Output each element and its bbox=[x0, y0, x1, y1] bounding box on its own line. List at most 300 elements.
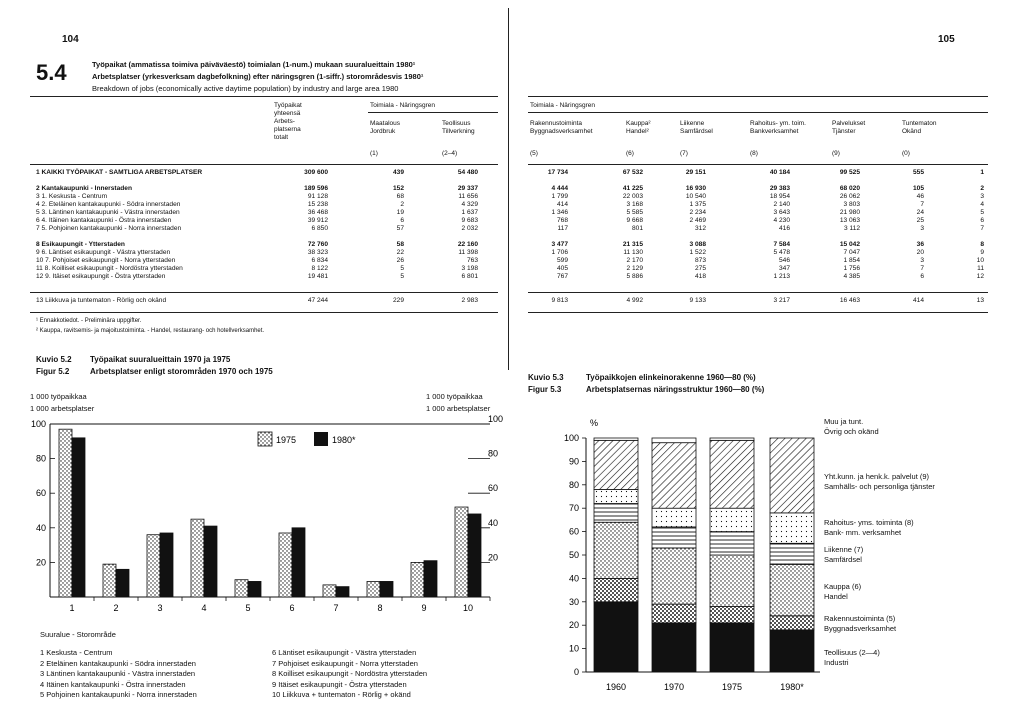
fig52-legend-item: 4 Itäinen kantakaupunki - Östra innerstaden bbox=[40, 679, 186, 689]
fig52-unit-left-fi: 1 000 työpaikkaa bbox=[30, 392, 87, 401]
table-cell: 41 225 bbox=[622, 185, 643, 192]
fig53-segment bbox=[594, 504, 638, 523]
table-cell: 4 385 bbox=[843, 273, 860, 280]
fig53-segment bbox=[710, 555, 754, 606]
fig53-title-sv: Arbetsplatsernas näringsstruktur 1960—80 (%) bbox=[586, 385, 765, 394]
table-cell: 15 238 bbox=[307, 201, 328, 208]
fig52-legend-item: 10 Liikkuva + tuntematon - Rörlig + okänd bbox=[272, 690, 411, 699]
table-cell: 22 003 bbox=[622, 193, 643, 200]
table-cell: 8 bbox=[980, 241, 984, 248]
header-col9: Palvelukset Tjänster bbox=[832, 120, 866, 135]
header-total: Työpaikat yhteensä Arbets- platserna totalt bbox=[274, 102, 302, 141]
table-cell: 72 760 bbox=[307, 241, 328, 248]
table-row-label: 11 8. Koilliset esikaupungit - Nordöstra ytterstaden bbox=[36, 265, 183, 272]
table-cell: 414 bbox=[912, 297, 924, 304]
table-cell: 11 398 bbox=[458, 249, 478, 256]
table-cell: 405 bbox=[556, 265, 568, 272]
fig52-xtick-label: 9 bbox=[421, 603, 427, 613]
table-cell: 24 bbox=[916, 209, 924, 216]
fig52-title-fi: Työpaikat suuralueittain 1970 ja 1975 bbox=[90, 355, 231, 364]
header-col1: Maatalous Jordbruk bbox=[370, 120, 400, 135]
table-cell: 9 813 bbox=[551, 297, 568, 304]
fig53-segment bbox=[652, 443, 696, 509]
table-cell: 3 bbox=[980, 193, 984, 200]
table-cell: 229 bbox=[392, 297, 404, 304]
fig53-label-text: Samhälls- och personliga tjänster bbox=[824, 482, 935, 491]
table-row-label: 12 9. Itäiset esikaupungit - Östra ytterstaden bbox=[36, 273, 166, 280]
fig53-segment bbox=[770, 630, 814, 672]
legend-swatch-1975 bbox=[258, 432, 272, 446]
fig52-bar-1980 bbox=[204, 526, 217, 597]
fig52-bar-1980 bbox=[292, 528, 305, 597]
fig52-ytick-label-right: 80 bbox=[488, 448, 499, 459]
table-cell: 189 596 bbox=[304, 185, 328, 192]
table-cell: 2 032 bbox=[461, 225, 478, 232]
fig52-bar-1980 bbox=[116, 569, 129, 597]
fig53-label-text: Yht.kunn. ja henk.k. palvelut (9) bbox=[824, 472, 930, 481]
table-cell: 21 980 bbox=[839, 209, 860, 216]
table-bottom-rule bbox=[30, 292, 498, 293]
table-cell: 9 683 bbox=[461, 217, 478, 224]
fig53-segment bbox=[710, 440, 754, 508]
table-cell: 4 230 bbox=[773, 217, 790, 224]
fig52-bar-1980 bbox=[248, 581, 261, 597]
fig52-label-sv: Figur 5.2 bbox=[36, 367, 70, 376]
fig53-label-industry bbox=[824, 648, 880, 668]
table-row-label: 2 Kantakaupunki - Innerstaden bbox=[36, 185, 132, 192]
table-cell: 768 bbox=[556, 217, 568, 224]
table-cell: 275 bbox=[694, 265, 706, 272]
header-group-right: Toimiala - Näringsgren bbox=[530, 102, 596, 109]
header-col7-code: (7) bbox=[680, 150, 688, 157]
fig53-segment bbox=[594, 440, 638, 489]
fig53-segment bbox=[594, 489, 638, 503]
table-cell: 1 706 bbox=[551, 249, 568, 256]
fig53-label-text: Kauppa (6) bbox=[824, 582, 862, 591]
fig53-label-text: Industri bbox=[824, 658, 849, 667]
fig53-xtick-label: 1980* bbox=[780, 682, 804, 692]
table-cell: 68 020 bbox=[839, 185, 860, 192]
table-row-label: 8 Esikaupungit - Ytterstaden bbox=[36, 241, 125, 248]
fig53-ytick-label: 70 bbox=[568, 503, 579, 514]
table-cell: 763 bbox=[466, 257, 478, 264]
table-cell: 13 bbox=[976, 297, 984, 304]
table-cell: 117 bbox=[557, 225, 568, 232]
fig52-xtick-label: 2 bbox=[113, 603, 119, 613]
table-cell: 19 bbox=[396, 209, 404, 216]
fig53-segment bbox=[770, 543, 814, 564]
table-cell: 309 600 bbox=[304, 169, 328, 176]
header-col5: Rakennustoiminta Byggnadsverksamhet bbox=[530, 120, 593, 135]
table-cell: 7 bbox=[920, 265, 924, 272]
fig53-label-finance bbox=[824, 518, 914, 538]
fig53-label-text: Övrig och okänd bbox=[824, 427, 879, 436]
fig52-legend-item: 2 Eteläinen kantakaupunki - Södra innerstaden bbox=[40, 658, 196, 668]
fig52-bar-1980 bbox=[424, 561, 437, 597]
table-header-rule bbox=[30, 164, 498, 165]
fig53-title-fi: Työpaikkojen elinkeinorakenne 1960—80 (%) bbox=[586, 373, 756, 382]
fig52-bar-1980 bbox=[336, 587, 349, 597]
table-cell: 1 522 bbox=[689, 249, 706, 256]
fig52-xtick-label: 8 bbox=[377, 603, 383, 613]
header-col0-code: (0) bbox=[902, 150, 910, 157]
fig53-ytick-label: 30 bbox=[568, 596, 579, 607]
table-cell: 6 801 bbox=[461, 273, 478, 280]
table-cell: 13 063 bbox=[839, 217, 860, 224]
fig52-legend-right bbox=[272, 648, 427, 701]
fig53-label-text: Byggnadsverksamhet bbox=[824, 624, 897, 633]
header-col6-code: (6) bbox=[626, 150, 634, 157]
page-spine bbox=[508, 8, 509, 370]
table-cell: 4 329 bbox=[461, 201, 478, 208]
table-cell: 67 532 bbox=[622, 169, 643, 176]
table-cell: 414 bbox=[556, 201, 568, 208]
table-cell: 10 540 bbox=[685, 193, 706, 200]
fig53-label-transport bbox=[824, 545, 863, 565]
table-cell: 36 bbox=[916, 241, 924, 248]
fig52-ytick-label: 80 bbox=[35, 453, 46, 464]
table-cell: 1 799 bbox=[551, 193, 568, 200]
table-row-label: 5 3. Läntinen kantakaupunki - Västra innerstaden bbox=[36, 209, 180, 216]
fig53-label-text: Samfärdsel bbox=[824, 555, 862, 564]
fig52-ytick-label: 40 bbox=[35, 522, 46, 533]
fig52-bar-1975 bbox=[411, 562, 424, 597]
table-cell: 38 323 bbox=[307, 249, 328, 256]
fig52-xtick-label: 7 bbox=[333, 603, 339, 613]
table-cell: 7 047 bbox=[843, 249, 860, 256]
table-cell: 12 bbox=[976, 273, 984, 280]
fig53-segment bbox=[652, 527, 696, 548]
fig53-ytick-label: 100 bbox=[563, 433, 579, 443]
table-cell: 3 168 bbox=[626, 201, 643, 208]
table-cell: 68 bbox=[396, 193, 404, 200]
table-number: 5.4 bbox=[36, 60, 67, 85]
table-title-sv: Arbetsplatser (yrkesverksam dagbefolkning) efter näringsgren (1-siffr.) storområdesvis 1980¹ bbox=[92, 72, 424, 81]
fig53-xtick-label: 1960 bbox=[605, 682, 627, 692]
fig52-legend-item: 9 Itäiset esikaupungit - Östra ytterstaden bbox=[272, 679, 407, 689]
fig53-segment bbox=[594, 438, 638, 440]
table-cell: 801 bbox=[631, 225, 643, 232]
table-cell: 439 bbox=[392, 169, 404, 176]
table-cell: 25 bbox=[916, 217, 924, 224]
table-cell: 3 217 bbox=[773, 297, 790, 304]
fig52-bars bbox=[59, 429, 481, 597]
fig53-segment bbox=[594, 602, 638, 672]
table-bottom-rule-right bbox=[528, 292, 988, 293]
table-row-label: 1 KAIKKI TYÖPAIKAT - SAMTLIGA ARBETSPLATSER bbox=[36, 169, 203, 176]
fig53-chart bbox=[530, 410, 830, 700]
fig52-bar-1975 bbox=[367, 581, 380, 597]
legend-label-1980: 1980* bbox=[332, 435, 356, 445]
fig53-segment bbox=[770, 438, 814, 513]
group-rule-left bbox=[368, 112, 498, 113]
table-row-label: 4 2. Eteläinen kantakaupunki - Södra innerstaden bbox=[36, 201, 181, 208]
fig52-bar-1975 bbox=[147, 535, 160, 597]
table-cell: 555 bbox=[912, 169, 924, 176]
table-cell: 26 bbox=[396, 257, 404, 264]
table-cell: 46 bbox=[916, 193, 924, 200]
fig53-label-other bbox=[824, 417, 879, 437]
table-cell: 11 bbox=[977, 265, 984, 272]
fig53-segment bbox=[652, 604, 696, 623]
fig53-percent-label: % bbox=[590, 418, 599, 428]
table-cell: 91 128 bbox=[307, 193, 328, 200]
fig53-segment bbox=[710, 532, 754, 555]
table-cell: 1 375 bbox=[689, 201, 706, 208]
table-cell: 20 bbox=[916, 249, 924, 256]
fig52-xtick-label: 1 bbox=[69, 603, 75, 613]
fig53-label-services bbox=[824, 472, 935, 492]
table-cell: 54 480 bbox=[457, 169, 478, 176]
table-cell: 8 122 bbox=[311, 265, 328, 272]
table-cell: 1 346 bbox=[551, 209, 568, 216]
table-cell: 418 bbox=[694, 273, 706, 280]
table-cell: 26 062 bbox=[839, 193, 860, 200]
header-col6: Kauppa² Handel² bbox=[626, 120, 651, 135]
table-cell: 11 656 bbox=[458, 193, 478, 200]
table-cell: 2 469 bbox=[689, 217, 706, 224]
table-cell: 3 088 bbox=[689, 241, 706, 248]
fig53-ytick-label: 50 bbox=[568, 550, 579, 560]
fig53-segment bbox=[710, 623, 754, 672]
fig53-ytick-label: 80 bbox=[568, 479, 579, 490]
table-cell: 22 bbox=[396, 249, 404, 256]
table-cell: 21 315 bbox=[622, 241, 643, 248]
table-cell: 5 bbox=[400, 265, 404, 272]
table-cell: 6 bbox=[400, 217, 404, 224]
legend-swatch-1980 bbox=[314, 432, 328, 446]
table-cell: 5 585 bbox=[626, 209, 643, 216]
fig52-legend-left bbox=[40, 648, 197, 701]
table-cell: 99 525 bbox=[839, 169, 860, 176]
table-cell: 9 668 bbox=[626, 217, 643, 224]
header-col9-code: (9) bbox=[832, 150, 840, 157]
table-cell: 3 803 bbox=[843, 201, 860, 208]
table-header-rule-right bbox=[528, 164, 988, 165]
fig52-legend-item: 8 Koilliset esikaupungit - Nordöstra ytterstaden bbox=[272, 669, 428, 678]
fig52-unit-right-sv: 1 000 arbetsplatser bbox=[426, 404, 491, 413]
table-cell: 2 140 bbox=[773, 201, 790, 208]
fig52-legend-item: 3 Läntinen kantakaupunki - Västra innerstaden bbox=[40, 669, 196, 678]
fig53-label-text: Rahoitus- yms. toiminta (8) bbox=[824, 518, 914, 527]
fig53-xtick-label: 1975 bbox=[721, 682, 743, 692]
table-cell: 9 bbox=[980, 249, 984, 256]
fig52-legend-item: 1 Keskusta - Centrum bbox=[40, 648, 113, 657]
table-end-rule-right bbox=[528, 312, 988, 313]
fig53-segment bbox=[594, 522, 638, 578]
table-cell: 3 643 bbox=[773, 209, 790, 216]
table-cell: 22 160 bbox=[457, 241, 478, 248]
fig52-ytick-label: 20 bbox=[35, 557, 46, 568]
fig52-chart bbox=[20, 412, 510, 627]
table-cell: 599 bbox=[556, 257, 568, 264]
table-row-label: 10 7. Pohjoiset esikaupungit - Norra ytterstaden bbox=[36, 257, 176, 264]
fig53-segment bbox=[594, 578, 638, 601]
fig53-label-trade bbox=[824, 582, 861, 602]
fig53-xtick-label: 1970 bbox=[663, 682, 685, 692]
fig53-label-construction bbox=[824, 614, 896, 634]
header-col8: Rahoitus- ym. toim. Bankverksamhet bbox=[750, 120, 806, 135]
fig52-bar-1975 bbox=[103, 564, 116, 597]
table-row-label: 9 6. Läntiset esikaupungit - Västra ytterstaden bbox=[36, 249, 171, 256]
fig52-bar-1975 bbox=[455, 507, 468, 597]
table-cell: 2 bbox=[400, 201, 404, 208]
table-cell: 4 444 bbox=[551, 185, 568, 192]
table-cell: 57 bbox=[396, 225, 404, 232]
fig52-xtick-label: 10 bbox=[462, 603, 474, 613]
header-col5-code: (5) bbox=[530, 150, 538, 157]
table-top-rule bbox=[30, 96, 498, 97]
table-cell: 6 834 bbox=[311, 257, 328, 264]
table-cell: 3 477 bbox=[551, 241, 568, 248]
fig53-label-text: Muu ja tunt. bbox=[824, 417, 864, 426]
table-cell: 29 383 bbox=[769, 185, 790, 192]
table-cell: 7 bbox=[920, 201, 924, 208]
table-cell: 47 244 bbox=[307, 297, 328, 304]
header-col0: Tuntematon Okänd bbox=[902, 120, 937, 135]
fig52-bar-1975 bbox=[279, 533, 292, 597]
fig52-bar-1975 bbox=[323, 585, 336, 597]
table-cell: 1 756 bbox=[843, 265, 860, 272]
table-end-rule bbox=[30, 312, 498, 313]
fig52-ytick-label-right: 60 bbox=[488, 483, 499, 494]
table-cell: 5 478 bbox=[773, 249, 790, 256]
table-cell: 3 198 bbox=[461, 265, 478, 272]
table-cell: 39 912 bbox=[307, 217, 328, 224]
table-cell: 17 734 bbox=[547, 169, 568, 176]
fig52-ytick-label-right: 20 bbox=[488, 552, 499, 563]
table-cell: 16 463 bbox=[839, 297, 860, 304]
table-row-label: 3 1. Keskusta - Centrum bbox=[36, 193, 108, 200]
table-cell: 312 bbox=[694, 225, 706, 232]
fig53-ytick-label: 90 bbox=[568, 456, 579, 467]
fig53-ytick-label: 0 bbox=[573, 667, 579, 677]
table-cell: 767 bbox=[556, 273, 568, 280]
fig52-bar-1975 bbox=[59, 429, 72, 597]
table-cell: 4 992 bbox=[626, 297, 643, 304]
fig53-ytick-label: 60 bbox=[568, 526, 579, 537]
fig52-ytick-label: 100 bbox=[30, 419, 46, 429]
fig53-segment bbox=[770, 616, 814, 630]
fig53-segment bbox=[710, 606, 754, 622]
fig53-label-text: Teollisuus (2—4) bbox=[824, 648, 880, 657]
table-cell: 1 854 bbox=[843, 257, 860, 264]
table-cell: 36 468 bbox=[307, 209, 328, 216]
table-cell: 2 170 bbox=[626, 257, 643, 264]
table-cell: 3 112 bbox=[843, 225, 860, 232]
table-cell: 2 983 bbox=[461, 297, 478, 304]
table-cell: 2 bbox=[980, 185, 984, 192]
fig52-unit-right-fi: 1 000 työpaikkaa bbox=[426, 392, 483, 401]
fig52-ytick-label-right: 100 bbox=[488, 414, 504, 424]
header-col8-code: (8) bbox=[750, 150, 758, 157]
table-cell: 1 637 bbox=[461, 209, 478, 216]
fig52-bar-1975 bbox=[191, 519, 204, 597]
table-title-en: Breakdown of jobs (economically active daytime population) by industry and large area 1980 bbox=[92, 84, 399, 93]
fig52-unit-left-sv: 1 000 arbetsplatser bbox=[30, 404, 95, 413]
page-number-left: 104 bbox=[62, 34, 79, 45]
table-cell: 5 886 bbox=[626, 273, 643, 280]
table-cell: 416 bbox=[778, 225, 790, 232]
footnote-1: ¹ Ennakkotiedot. - Preliminära uppgifter. bbox=[36, 318, 142, 324]
table-row-label: 13 Liikkuva ja tuntematon - Rörlig och okänd bbox=[36, 297, 167, 304]
header-col2: Teollisuus Tillverkning bbox=[442, 120, 475, 135]
fig53-label-text: Handel bbox=[824, 592, 848, 601]
table-cell: 29 151 bbox=[685, 169, 706, 176]
fig53-segment bbox=[770, 564, 814, 615]
table-cell: 18 954 bbox=[769, 193, 790, 200]
table-cell: 3 bbox=[920, 225, 924, 232]
table-cell: 58 bbox=[396, 241, 404, 248]
header-col2-code: (2–4) bbox=[442, 150, 458, 157]
fig53-label-text: Rakennustoiminta (5) bbox=[824, 614, 896, 623]
table-cell: 105 bbox=[912, 185, 924, 192]
table-cell: 6 bbox=[920, 273, 924, 280]
fig53-ytick-label: 20 bbox=[568, 620, 579, 631]
fig52-bar-1980 bbox=[380, 581, 393, 597]
fig53-label-text: Bank- mm. verksamhet bbox=[824, 528, 902, 537]
table-cell: 5 bbox=[400, 273, 404, 280]
fig53-bars bbox=[594, 438, 814, 672]
table-cell: 546 bbox=[778, 257, 790, 264]
table-row-label: 6 4. Itäinen kantakaupunki - Östra innerstaden bbox=[36, 217, 172, 224]
table-cell: 16 930 bbox=[685, 185, 706, 192]
table-cell: 11 130 bbox=[623, 249, 643, 256]
fig52-legend bbox=[258, 432, 356, 446]
table-cell: 2 129 bbox=[626, 265, 643, 272]
table-title-fi: Työpaikat (ammatissa toimiva päiväväestö) toimialan (1-num.) mukaan suuralueittain 1980¹ bbox=[92, 60, 416, 69]
page-number-right: 105 bbox=[938, 34, 955, 45]
fig52-ytick-label-right: 40 bbox=[488, 517, 499, 528]
fig52-legend-item: 7 Pohjoiset esikaupungit - Norra ytterstaden bbox=[272, 658, 418, 668]
header-col1-code: (1) bbox=[370, 150, 378, 157]
fig53-segment bbox=[710, 438, 754, 440]
fig52-bar-1980 bbox=[72, 438, 85, 597]
fig53-label-sv: Figur 5.3 bbox=[528, 385, 562, 394]
table-cell: 5 bbox=[980, 209, 984, 216]
table-cell: 19 481 bbox=[307, 273, 328, 280]
fig52-xtick-label: 6 bbox=[289, 603, 295, 613]
fig52-bar-1980 bbox=[468, 514, 481, 597]
table-cell: 10 bbox=[976, 257, 984, 264]
fig53-ytick-label: 10 bbox=[568, 643, 579, 654]
fig53-segment bbox=[710, 508, 754, 531]
table-cell: 7 584 bbox=[773, 241, 790, 248]
header-group-left: Toimiala - Näringsgren bbox=[370, 102, 436, 109]
header-col7: Liikenne Samfärdsel bbox=[680, 120, 713, 135]
fig52-x-caption: Suuralue - Storområde bbox=[40, 630, 116, 639]
table-top-rule-right bbox=[528, 96, 988, 97]
table-row-label: 7 5. Pohjoinen kantakaupunki - Norra innerstaden bbox=[36, 225, 182, 232]
table-cell: 2 234 bbox=[689, 209, 706, 216]
fig53-segment bbox=[652, 623, 696, 672]
fig53-label-text: Liikenne (7) bbox=[824, 545, 864, 554]
fig53-label-fi: Kuvio 5.3 bbox=[528, 373, 564, 382]
fig52-bar-1975 bbox=[235, 580, 248, 597]
fig52-label-fi: Kuvio 5.2 bbox=[36, 355, 72, 364]
fig52-xtick-label: 4 bbox=[201, 603, 207, 613]
legend-label-1975: 1975 bbox=[276, 435, 297, 445]
fig53-segment bbox=[770, 513, 814, 543]
fig52-ytick-label: 60 bbox=[35, 488, 46, 499]
table-cell: 29 337 bbox=[457, 185, 478, 192]
footnote-2: ² Kauppa, ravitsemis- ja majoitustoiminta. - Handel, restaurang- och hotellverksamhet. bbox=[36, 328, 265, 334]
fig52-title-sv: Arbetsplatser enligt storområden 1970 och 1975 bbox=[90, 367, 273, 376]
fig52-bar-1980 bbox=[160, 533, 173, 597]
table-cell: 4 bbox=[980, 201, 984, 208]
fig52-legend-item: 6 Läntiset esikaupungit - Västra ytterstaden bbox=[272, 648, 417, 657]
table-cell: 40 184 bbox=[769, 169, 790, 176]
